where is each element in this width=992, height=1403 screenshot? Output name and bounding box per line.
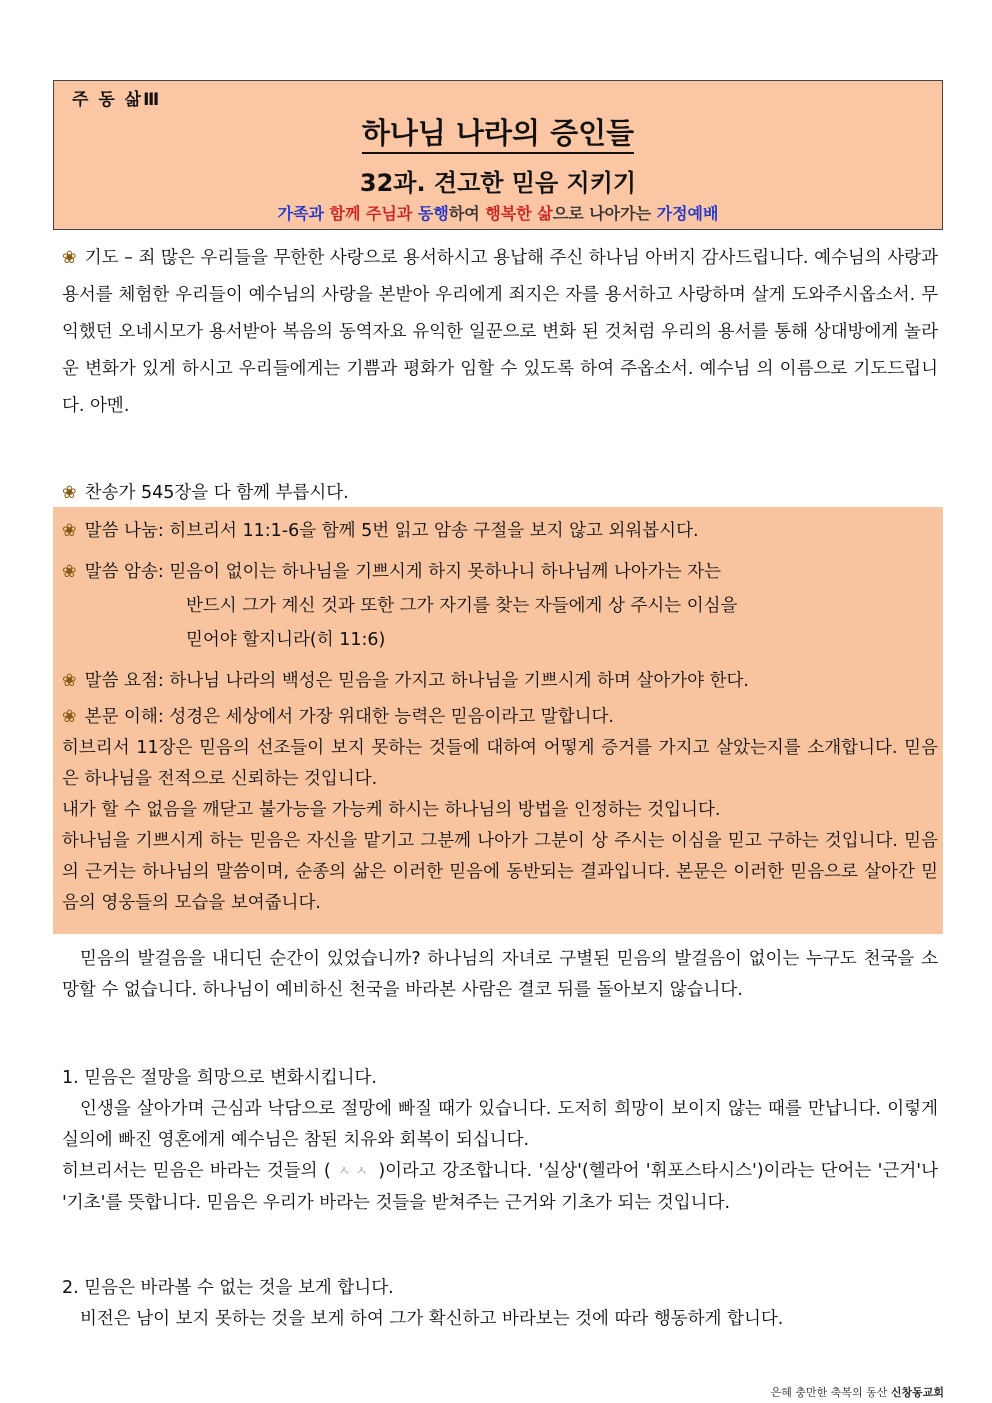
word-point — [62, 664, 938, 698]
prayer-text: 기도 – 죄 많은 우리들을 무한한 사랑으로 용서하시고 용납해 주신 하나님 아버지 감사드립니다. 예수님의 사랑과 용서를 체험한 우리들이 예수님의 사랑을 본받아 우리에게 죄지은 자를 용서하고 사랑하며 살게 도와주시옵소서. 무익했던 오네시모가 용서받아 복음의 동역자요 유익한 일꾼으로 변화 된 것처럼 우리의 용서를 통해 상대방에게 놀라운 변화가 있게 하시고 우리들에게는 기쁨과 평화가 임할 수 있도록 하여 주옵소서. 예수님 의 이름으로 기도드립니다. 아멘. — [62, 248, 938, 416]
word-reading — [62, 514, 938, 548]
point-text: 말씀 요점: 하나님 나라의 백성은 믿음을 가지고 하나님을 기쁘시게 하며 살아가야 한다. — [84, 671, 749, 691]
flower-bullet-icon: ❀ — [62, 483, 77, 503]
page-title-text: 하나님 나라의 증인들 — [362, 116, 634, 154]
flower-bullet-icon: ❀ — [62, 521, 77, 541]
section-heading: 1. 믿음은 절망을 희망으로 변화시킵니다. — [62, 1068, 377, 1088]
section-paragraph — [62, 1156, 938, 1219]
hymn-text: 찬송가 545장을 다 함께 부릅시다. — [84, 483, 349, 503]
flower-bullet-icon: ❀ — [62, 707, 77, 727]
motto-part: 가족과 — [277, 204, 330, 223]
motto — [54, 201, 942, 224]
lesson-title: 32과. 견고한 믿음 지키기 — [359, 169, 637, 197]
memory-label: 말씀 암송: — [84, 562, 164, 582]
section-1 — [62, 1063, 938, 1219]
church-name: 신창동교회 — [890, 1386, 944, 1399]
understanding-paragraph: 히브리서 11장은 믿음의 선조들이 보지 못하는 것들에 대하여 어떻게 증거를 가지고 살았는지를 소개합니다. 믿음은 하나님을 전적으로 신뢰하는 것입니다. — [62, 738, 938, 789]
answer-blank: ㅅㅅ — [336, 1164, 373, 1180]
word-memory — [62, 555, 938, 657]
page-title — [54, 111, 942, 152]
motto-part: 주님과 — [365, 204, 418, 223]
reading-text: 말씀 나눔: 히브리서 11:1-6을 함께 5번 읽고 암송 구절을 보지 않고 외워봅시다. — [84, 521, 699, 541]
paragraph-part: )이라고 강조합니다. '실상'(헬라어 '휘포스타시스')이라는 단어는 '근거'나 '기초'를 뜻합니다. 믿음은 우리가 바라는 것들을 받쳐주는 근거와 기초가 되는 것입니다. — [62, 1161, 938, 1213]
motto-part: 동행 — [417, 204, 449, 223]
memory-line: 반드시 그가 계신 것과 또한 그가 자기를 찾는 자들에게 상 주시는 이심을 — [186, 596, 738, 616]
lesson-header — [53, 80, 943, 230]
understanding-text: 본문 이해: 성경은 세상에서 가장 위대한 능력은 믿음이라고 말합니다. — [84, 707, 614, 727]
flower-bullet-icon: ❀ — [62, 562, 77, 582]
motto-part: 가정예배 — [656, 204, 719, 223]
intro-text: 믿음의 발걸음을 내디딘 순간이 있었습니까? 하나님의 자녀로 구별된 믿음의 발걸음이 없이는 누구도 천국을 소망할 수 없습니다. 하나님이 예비하신 천국을 바라본 사람은 결코 뒤를 돌아보지 않습니다. — [62, 949, 938, 1000]
motto-part: 하여 — [448, 204, 486, 223]
flower-bullet-icon: ❀ — [62, 248, 77, 268]
section-paragraph: 비전은 남이 보지 못하는 것을 보게 하여 그가 확신하고 바라보는 것에 따라 행동하게 합니다. — [80, 1309, 784, 1329]
series-label: 주 동 삶Ⅲ — [72, 90, 162, 110]
footer-text: 은혜 충만한 축복의 동산 — [770, 1386, 891, 1399]
flower-bullet-icon: ❀ — [62, 671, 77, 691]
section-paragraph: 인생을 살아가며 근심과 낙담으로 절망에 빠질 때가 있습니다. 도저히 희망이 보이지 않는 때를 만납니다. 이렇게 실의에 빠진 영혼에게 예수님은 참된 치유와 회복이 되십니다. — [62, 1099, 938, 1150]
understanding-paragraph: 하나님을 기쁘시게 하는 믿음은 자신을 맡기고 그분께 나아가 그분이 상 주시는 이심을 믿고 구하는 것입니다. 믿음의 근거는 하나님의 말씀이며, 순종의 삶은 이러한 믿음에 동반되는 결과입니다. 본문은 이러한 믿음으로 살아간 믿음의 영웅들의 모습을 보여줍니다. — [62, 831, 938, 913]
paragraph-part: 히브리서는 믿음은 바라는 것들의 ( — [62, 1161, 331, 1181]
section-2 — [62, 1273, 938, 1335]
motto-part: 함께 — [329, 204, 366, 223]
understanding-paragraph: 내가 할 수 없음을 깨닫고 불가능을 가능케 하시는 하나님의 방법을 인정하는 것입니다. — [62, 800, 721, 820]
prayer-section — [62, 240, 938, 425]
word-understanding — [62, 702, 938, 919]
footer — [771, 1384, 944, 1400]
section-heading: 2. 믿음은 바라볼 수 없는 것을 보게 합니다. — [62, 1278, 394, 1298]
motto-part: 행복한 삶 — [485, 204, 553, 223]
motto-part: 으로 나아가는 — [552, 204, 657, 223]
intro-section — [62, 944, 938, 1006]
memory-line: 믿음이 없이는 하나님을 기쁘시게 하지 못하나니 하나님께 나아가는 자는 — [169, 562, 721, 582]
memory-line: 믿어야 할지니라(히 11:6) — [186, 630, 386, 650]
